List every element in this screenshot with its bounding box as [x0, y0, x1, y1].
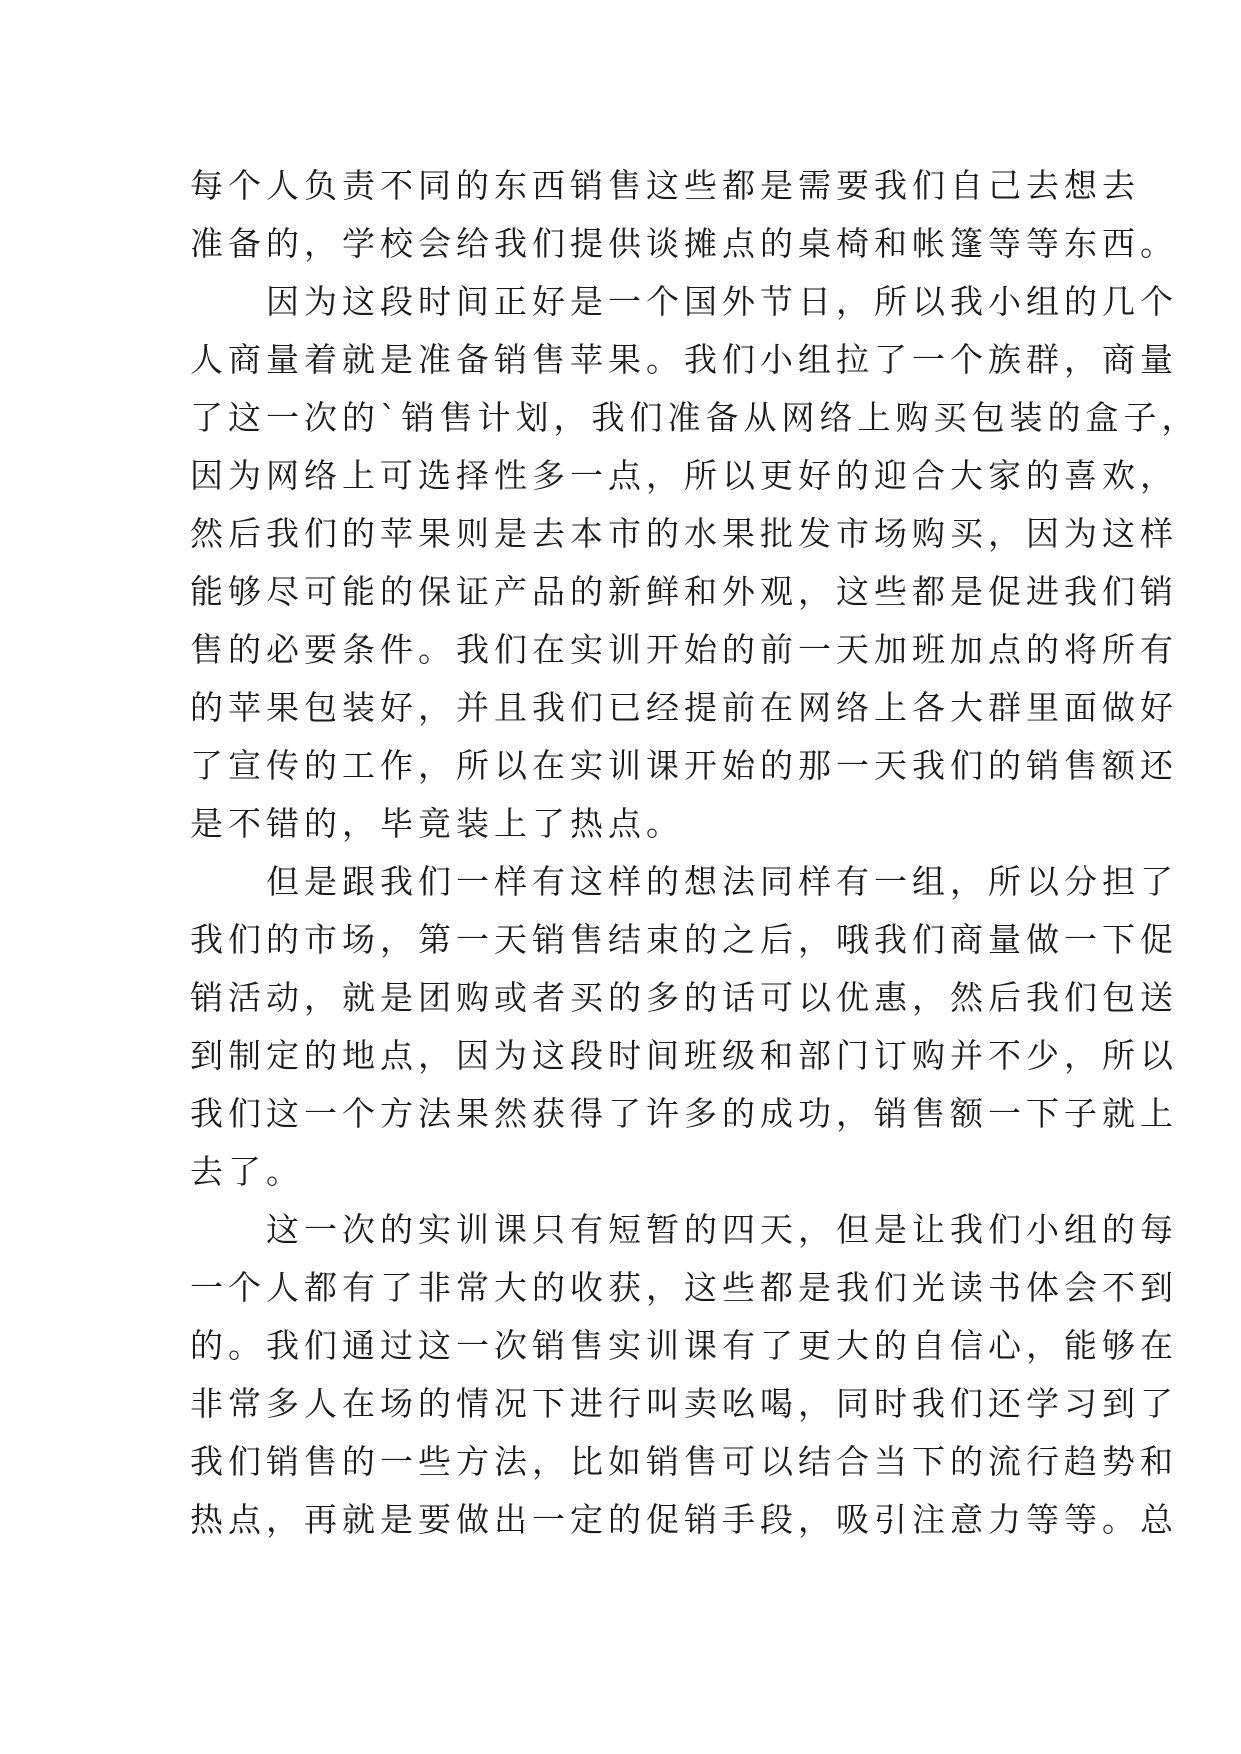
text-line: 销活动，就是团购或者买的多的话可以优惠，然后我们包送 — [190, 978, 1178, 1017]
text-line: 每个人负责不同的东西销售这些都是需要我们自己去想去 — [190, 166, 1140, 205]
text-line: 去了。 — [190, 1152, 304, 1191]
text-line: 人商量着就是准备销售苹果。我们小组拉了一个族群，商量 — [190, 340, 1178, 379]
text-line: 热点，再就是要做出一定的促销手段，吸引注意力等等。总 — [190, 1500, 1178, 1539]
text-line: 我们销售的一些方法，比如销售可以结合当下的流行趋势和 — [190, 1442, 1178, 1481]
text-line: 我们的市场，第一天销售结束的之后，哦我们商量做一下促 — [190, 920, 1178, 959]
text-line: 然后我们的苹果则是去本市的水果批发市场购买，因为这样 — [190, 514, 1178, 553]
text-line: 但是跟我们一样有这样的想法同样有一组，所以分担了 — [266, 862, 1178, 901]
text-line: 准备的，学校会给我们提供谈摊点的桌椅和帐篷等等东西。 — [190, 224, 1178, 263]
text-line: 是不错的，毕竟装上了热点。 — [190, 804, 684, 843]
text-line: 能够尽可能的保证产品的新鲜和外观，这些都是促进我们销 — [190, 572, 1178, 611]
body-text — [190, 157, 1200, 1549]
text-line: 了这一次的`销售计划，我们准备从网络上购买包装的盒子， — [190, 398, 1200, 437]
text-line: 的。我们通过这一次销售实训课有了更大的自信心，能够在 — [190, 1326, 1178, 1365]
text-line: 到制定的地点，因为这段时间班级和部门订购并不少，所以 — [190, 1036, 1178, 1075]
text-line: 因为网络上可选择性多一点，所以更好的迎合大家的喜欢， — [190, 456, 1178, 495]
text-line: 了宣传的工作，所以在实训课开始的那一天我们的销售额还 — [190, 746, 1178, 785]
text-line: 非常多人在场的情况下进行叫卖吆喝，同时我们还学习到了 — [190, 1384, 1178, 1423]
text-line: 的苹果包装好，并且我们已经提前在网络上各大群里面做好 — [190, 688, 1178, 727]
text-line: 售的必要条件。我们在实训开始的前一天加班加点的将所有 — [190, 630, 1178, 669]
text-line: 因为这段时间正好是一个国外节日，所以我小组的几个 — [266, 282, 1178, 321]
text-line: 这一次的实训课只有短暂的四天，但是让我们小组的每 — [266, 1210, 1178, 1249]
text-line: 我们这一个方法果然获得了许多的成功，销售额一下子就上 — [190, 1094, 1178, 1133]
text-line: 一个人都有了非常大的收获，这些都是我们光读书体会不到 — [190, 1268, 1178, 1307]
